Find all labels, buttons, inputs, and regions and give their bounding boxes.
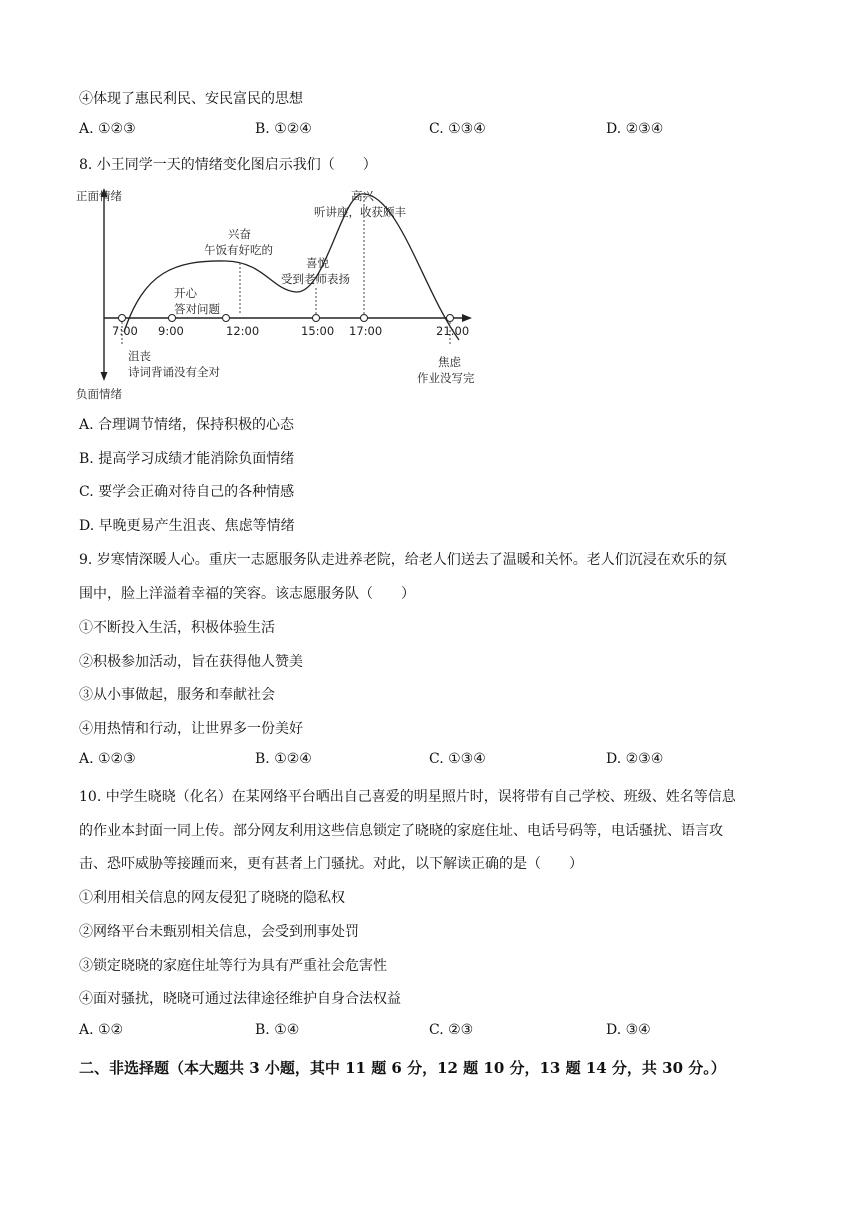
q10-stem-line1: 10. 中学生晓晓（化名）在某网络平台晒出自己喜爱的明星照片时，误将带有自己学校、班级、姓名等信息 — [79, 789, 736, 805]
option-b[interactable]: B. ①④ — [255, 1022, 300, 1038]
y-axis-arrow-down — [101, 372, 108, 381]
q7-options — [79, 121, 779, 141]
annot-1700-event: 听讲座，收获颇丰 — [314, 205, 406, 219]
option-c[interactable]: C. ②③ — [429, 1022, 474, 1038]
y-label-positive: 正面情绪 — [76, 189, 122, 203]
annot-0900-event: 答对问题 — [174, 302, 220, 316]
q9-item-3: ③从小事做起，服务和奉献社会 — [79, 687, 275, 703]
marker-1200 — [223, 315, 230, 322]
annot-1500-mood: 喜悦 — [306, 256, 329, 270]
option-d[interactable]: D. ②③④ — [606, 121, 664, 137]
annot-1700-mood: 高兴 — [351, 189, 374, 203]
annot-2100-mood: 焦虑 — [438, 355, 461, 369]
annot-2100-event: 作业没写完 — [417, 371, 475, 385]
tick-label-1500: 15:00 — [301, 324, 335, 338]
tick-label-1200: 12:00 — [226, 324, 260, 338]
annot-0700-event: 诗词背诵没有全对 — [128, 365, 220, 379]
marker-1500 — [313, 315, 320, 322]
q9-item-4: ④用热情和行动，让世界多一份美好 — [79, 721, 303, 737]
q9-stem-line2: 围中，脸上洋溢着幸福的笑容。该志愿服务队（ ） — [79, 586, 415, 602]
q10-item-2: ②网络平台未甄别相关信息，会受到刑事处罚 — [79, 924, 359, 940]
q8-option-c[interactable]: C. 要学会正确对待自己的各种情感 — [79, 484, 295, 500]
q10-item-4: ④面对骚扰，晓晓可通过法律途径维护自身合法权益 — [79, 991, 401, 1007]
annot-1200-event: 午饭有好吃的 — [204, 243, 273, 257]
option-b[interactable]: B. ①②④ — [255, 121, 312, 137]
q8-option-a[interactable]: A. 合理调节情绪，保持积极的心态 — [79, 417, 295, 433]
q8-option-d[interactable]: D. 早晚更易产生沮丧、焦虑等情绪 — [79, 518, 295, 534]
q9-options — [79, 751, 779, 771]
option-d[interactable]: D. ③④ — [606, 1022, 651, 1038]
annot-0900-mood: 开心 — [174, 286, 197, 300]
tick-label-2100: 21:00 — [436, 324, 470, 338]
q10-options — [79, 1022, 779, 1042]
q7-item-4: ④体现了惠民利民、安民富民的思想 — [79, 91, 303, 107]
section-heading: 二、非选择题（本大题共 3 小题，其中 11 题 6 分，12 题 10 分，13 题 14 分，共 30 分。） — [79, 1059, 726, 1077]
option-a[interactable]: A. ①②③ — [79, 751, 136, 767]
q10-item-1: ①利用相关信息的网友侵犯了晓晓的隐私权 — [79, 890, 345, 906]
q10-stem-line2: 的作业本封面一同上传。部分网友利用这些信息锁定了晓晓的家庭住址、电话号码等，电话骚扰、语言攻 — [79, 823, 723, 839]
y-label-negative: 负面情绪 — [76, 387, 122, 401]
q8-stem: 8. 小王同学一天的情绪变化图启示我们（ ） — [79, 157, 377, 173]
annot-1200-mood: 兴奋 — [228, 227, 251, 241]
x-axis-arrow — [462, 314, 472, 322]
annot-1500-event: 受到老师表扬 — [281, 272, 350, 286]
tick-label-0900: 9:00 — [158, 324, 184, 338]
tick-label-1700: 17:00 — [349, 324, 383, 338]
tick-label-0700: 7:00 — [112, 324, 138, 338]
option-c[interactable]: C. ①③④ — [429, 751, 486, 767]
option-d[interactable]: D. ②③④ — [606, 751, 664, 767]
annot-0700-mood: 沮丧 — [128, 349, 151, 363]
q10-item-3: ③锁定晓晓的家庭住址等行为具有严重社会危害性 — [79, 958, 387, 974]
emotion-chart — [74, 182, 494, 404]
marker-0700 — [119, 315, 126, 322]
option-a[interactable]: A. ①② — [79, 1022, 124, 1038]
q9-item-2: ②积极参加活动，旨在获得他人赞美 — [79, 654, 303, 670]
option-b[interactable]: B. ①②④ — [255, 751, 312, 767]
q9-stem-line1: 9. 岁寒情深暖人心。重庆一志愿服务队走进养老院，给老人们送去了温暖和关怀。老人们沉浸在欢乐的氛 — [79, 552, 727, 568]
option-a[interactable]: A. ①②③ — [79, 121, 136, 137]
option-c[interactable]: C. ①③④ — [429, 121, 486, 137]
marker-2100 — [447, 315, 454, 322]
q9-item-1: ①不断投入生活，积极体验生活 — [79, 620, 275, 636]
q10-stem-line3: 击、恐吓威胁等接踵而来，更有甚者上门骚扰。对此，以下解读正确的是（ ） — [79, 856, 583, 872]
marker-1700 — [361, 315, 368, 322]
q8-option-b[interactable]: B. 提高学习成绩才能消除负面情绪 — [79, 451, 295, 467]
